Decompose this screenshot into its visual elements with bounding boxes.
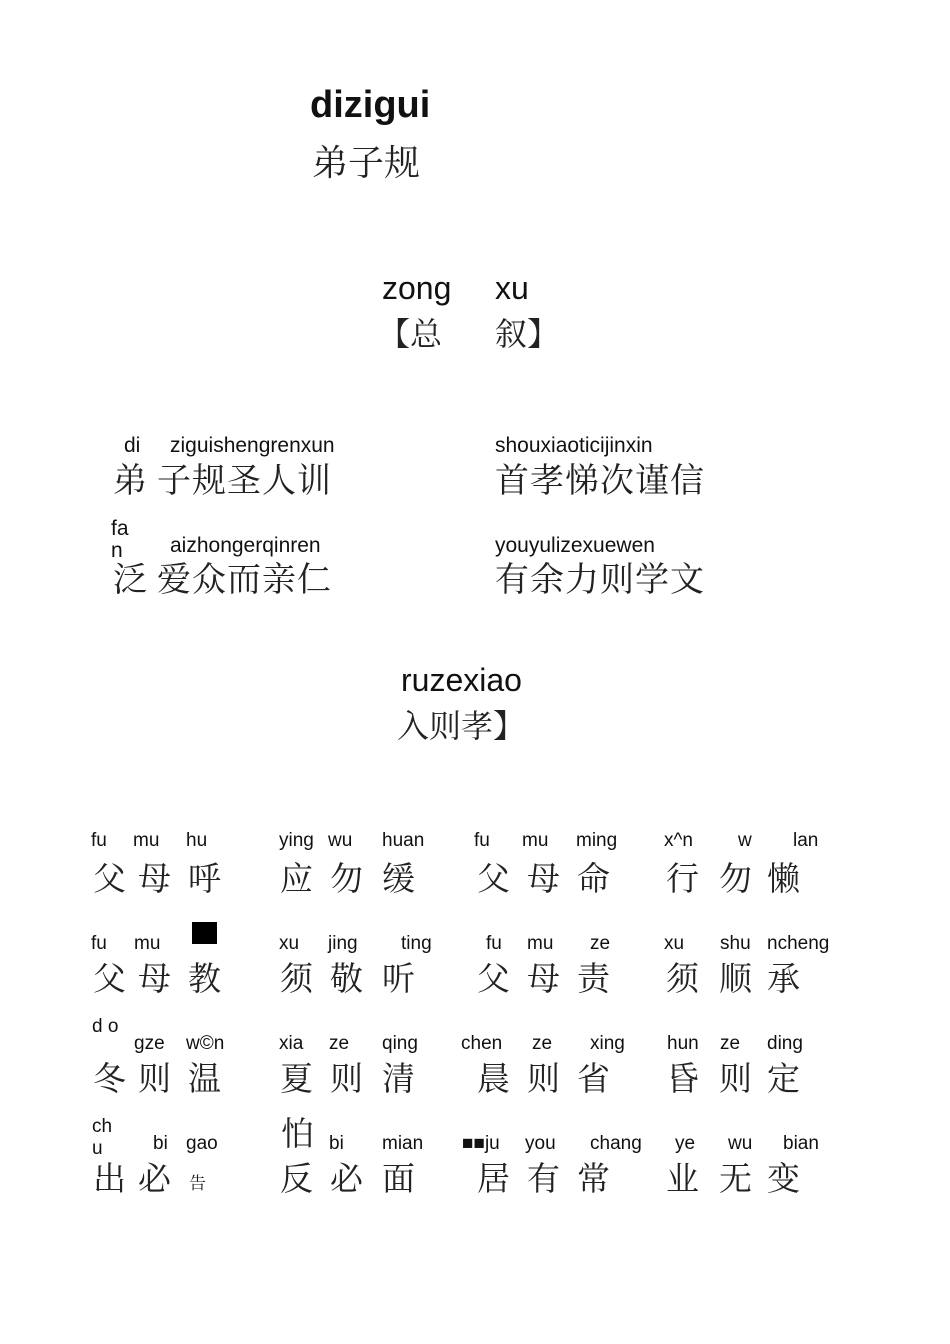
verse-hanzi: 懒 [767, 859, 800, 898]
verse-hanzi: 缓 [382, 859, 415, 898]
verse-hanzi: 必 [138, 1159, 171, 1198]
verse-pinyin: lan [793, 830, 819, 851]
verse-hanzi: 温 [188, 1059, 221, 1098]
verse-hanzi: 告 [189, 1174, 206, 1194]
verse-pinyin: mu [134, 933, 161, 954]
verse-pinyin: ze [532, 1033, 553, 1054]
verse-pinyin: ming [576, 830, 618, 851]
verse-hanzi: 昏 [666, 1059, 699, 1098]
zongxu-line2-pinyin-b: youyulizexuewen [495, 534, 655, 557]
verse-pinyin: hu [186, 830, 208, 851]
verse-pinyin: d o [92, 1016, 119, 1037]
verse-pinyin: huan [382, 830, 425, 851]
verse-pinyin: fu [486, 933, 502, 954]
verse-pinyin: gao [186, 1133, 218, 1154]
verse-hanzi: 则 [138, 1059, 171, 1098]
verse-pinyin: chang [590, 1133, 642, 1154]
verse-pinyin: fu [91, 933, 107, 954]
zongxu-line2-hanzi-b: 有余力则学文 [495, 560, 705, 600]
verse-pinyin: hun [667, 1033, 699, 1054]
zongxu-line1-pinyin-b: shouxiaoticijinxin [495, 434, 653, 457]
verse-pinyin: bi [329, 1133, 344, 1154]
verse-hanzi: 无 [719, 1159, 752, 1198]
ruzexiao-pinyin: ruzexiao [401, 662, 522, 698]
verse-hanzi: 命 [577, 859, 610, 898]
verse-hanzi: 母 [138, 959, 171, 998]
verse-pinyin: fu [474, 830, 490, 851]
verse-pinyin: ding [767, 1033, 803, 1054]
verse-pinyin: you [525, 1133, 556, 1154]
zongxu-hanzi-b: 叙】 [495, 315, 560, 353]
verse-pinyin: xia [279, 1033, 304, 1054]
verse-hanzi: 承 [767, 959, 800, 998]
verse-hanzi: 母 [138, 859, 171, 898]
verse-hanzi: 父 [477, 859, 510, 898]
zongxu-line2-hanzi-a1: 泛 [113, 560, 148, 600]
verse-pinyin: wu [328, 830, 353, 851]
verse-hanzi: 父 [93, 959, 126, 998]
zongxu-line1-hanzi-a1: 弟 [113, 461, 148, 501]
zongxu-line1-pinyin-a1: di [124, 434, 141, 457]
verse-pinyin: gze [134, 1033, 165, 1054]
verse-hanzi: 敬 [330, 959, 363, 998]
verse-pinyin: ze [329, 1033, 350, 1054]
verse-pinyin: shu [720, 933, 751, 954]
zongxu-pinyin-a: zong [382, 270, 452, 306]
verse-pinyin: ting [401, 933, 432, 954]
verse-pinyin: bian [783, 1133, 819, 1154]
verse-pinyin: fu [91, 830, 107, 851]
verse-hanzi: 顺 [719, 959, 752, 998]
verse-hanzi: 须 [280, 959, 313, 998]
verse-pinyin: xu [279, 933, 300, 954]
redacted-block [192, 922, 217, 944]
verse-hanzi: 母 [527, 859, 560, 898]
verse-pinyin: chen [461, 1033, 503, 1054]
verse-pinyin: mu [527, 933, 554, 954]
verse-pinyin: ying [279, 830, 314, 851]
verse-pinyin: mu [522, 830, 549, 851]
verse-hanzi: 则 [719, 1059, 752, 1098]
zongxu-line2-pinyin-a2: aizhongerqinren [170, 534, 321, 557]
verse-pinyin: ye [675, 1133, 696, 1154]
verse-hanzi: 面 [382, 1159, 415, 1198]
verse-hanzi: 变 [767, 1159, 800, 1198]
verse-hanzi: 教 [188, 959, 221, 998]
verse-pinyin: xu [664, 933, 685, 954]
zongxu-line2-hanzi-a2: 爱众而亲仁 [157, 560, 332, 600]
verse-hanzi: 听 [382, 959, 415, 998]
verse-hanzi: 须 [666, 959, 699, 998]
verse-pinyin: xing [590, 1033, 625, 1054]
verse-pinyin: qing [382, 1033, 418, 1054]
verse-hanzi: 冬 [93, 1059, 126, 1098]
verse-hanzi: 母 [527, 959, 560, 998]
ruzexiao-hanzi: 入则孝】 [397, 707, 526, 745]
verse-hanzi: 勿 [330, 859, 363, 898]
title-hanzi: 弟子规 [312, 143, 421, 184]
verse-hanzi: 晨 [477, 1059, 510, 1098]
verse-pinyin: ■■ju [462, 1133, 500, 1154]
verse-pinyin: ze [590, 933, 611, 954]
verse-pinyin-hanzi: 怕 [281, 1114, 314, 1153]
verse-hanzi: 有 [527, 1159, 560, 1198]
verse-hanzi: 勿 [719, 859, 752, 898]
zongxu-line1-pinyin-a2: ziguishengrenxun [170, 434, 335, 457]
verse-pinyin: wu [728, 1133, 753, 1154]
verse-hanzi: 应 [280, 859, 313, 898]
verse-hanzi: 定 [767, 1059, 800, 1098]
title-pinyin: dizigui [310, 84, 431, 126]
verse-hanzi: 居 [477, 1159, 510, 1198]
verse-hanzi: 夏 [280, 1059, 313, 1098]
verse-hanzi: 责 [577, 959, 610, 998]
verse-hanzi: 必 [330, 1159, 363, 1198]
verse-hanzi: 则 [527, 1059, 560, 1098]
verse-pinyin: mu [133, 830, 160, 851]
verse-hanzi: 常 [577, 1159, 610, 1198]
verse-pinyin: ze [720, 1033, 741, 1054]
zongxu-hanzi-a: 【总 [378, 315, 443, 353]
verse-hanzi: 父 [93, 859, 126, 898]
verse-hanzi: 业 [666, 1159, 699, 1198]
verse-pinyin: w [738, 830, 752, 851]
verse-pinyin: ch u [92, 1116, 113, 1156]
zongxu-line1-hanzi-a2: 子规圣人训 [157, 461, 332, 501]
verse-hanzi: 呼 [188, 859, 221, 898]
verse-hanzi: 反 [280, 1159, 313, 1198]
verse-hanzi: 出 [93, 1159, 126, 1198]
zongxu-line2-pinyin-a1: fa n [111, 518, 129, 560]
verse-pinyin: x^n [664, 830, 693, 851]
verse-hanzi: 行 [666, 859, 699, 898]
verse-hanzi: 清 [382, 1059, 415, 1098]
verse-pinyin: w©n [186, 1033, 225, 1054]
verse-pinyin: ncheng [767, 933, 830, 954]
verse-pinyin: mian [382, 1133, 424, 1154]
verse-pinyin: jing [328, 933, 358, 954]
verse-hanzi: 则 [330, 1059, 363, 1098]
verse-pinyin: bi [153, 1133, 168, 1154]
zongxu-pinyin-b: xu [495, 270, 529, 306]
verse-hanzi: 父 [477, 959, 510, 998]
zongxu-line1-hanzi-b: 首孝悌次谨信 [495, 461, 705, 501]
verse-hanzi: 省 [577, 1059, 610, 1098]
